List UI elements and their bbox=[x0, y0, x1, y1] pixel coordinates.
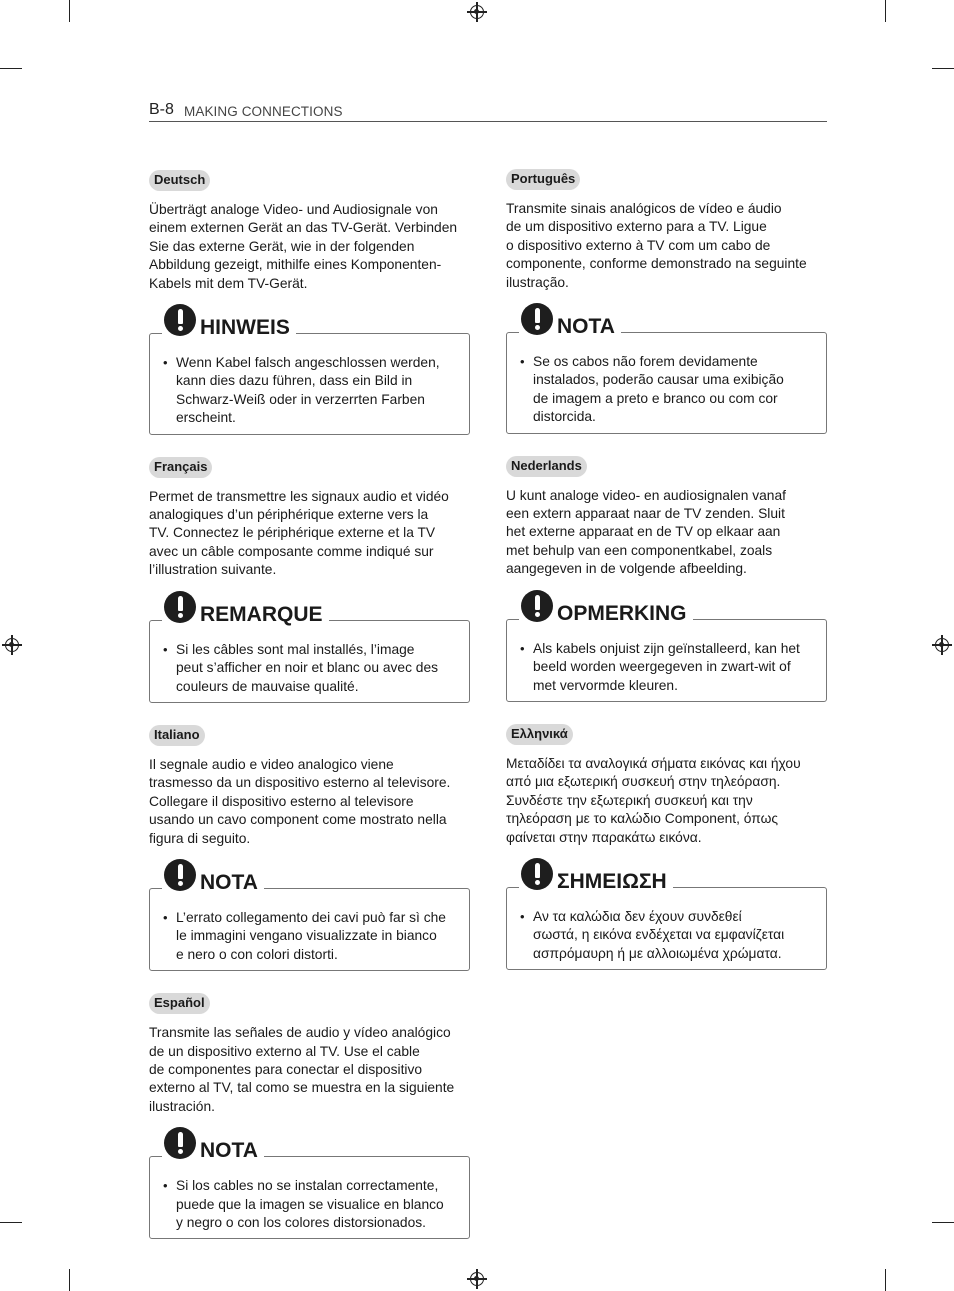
body-paragraph: Il segnale audio e video analogico viene trasmesso da un dispositivo esterno al televisore. Collegare il dispositivo esterno al televisore usando un cavo component come mostrato nella figura di seguito. bbox=[149, 756, 451, 846]
note-title: NOTA bbox=[557, 315, 615, 339]
registration-mark-icon bbox=[470, 5, 484, 19]
crop-mark bbox=[885, 1269, 886, 1291]
section-title: MAKING CONNECTIONS bbox=[184, 104, 343, 119]
note-heading bbox=[519, 303, 621, 339]
note-box bbox=[149, 1139, 470, 1239]
left-column bbox=[149, 170, 470, 1261]
note-box bbox=[149, 602, 470, 703]
note-list bbox=[176, 641, 459, 696]
lang-section-nl bbox=[506, 456, 827, 702]
body-paragraph: U kunt analoge video- en audiosignalen vanaf een extern apparaat naar de TV zenden. Sluit het externe apparaat en de TV op elkaar aan met behulp van een componentkabel, zoals aangegeven in de volgende afbeelding. bbox=[506, 487, 786, 577]
note-box bbox=[149, 870, 470, 971]
note-item: • Si los cables no se instalan correctamente, puede que la imagen se visualice en blanco y negro o con los colores distorsionados. bbox=[176, 1177, 459, 1232]
language-label: Italiano bbox=[149, 725, 205, 746]
note-list bbox=[176, 1177, 459, 1232]
note-item: • Se os cabos não forem devidamente instalados, poderão causar uma exibição de imagem a preto e branco ou com cor distorcida. bbox=[533, 353, 816, 427]
note-list bbox=[176, 909, 459, 964]
language-label: Português bbox=[506, 169, 580, 190]
exclamation-icon bbox=[521, 303, 553, 335]
crop-mark bbox=[932, 68, 954, 69]
note-list bbox=[533, 353, 816, 427]
note-title: OPMERKING bbox=[557, 601, 687, 625]
note-item: • L’errato collegamento dei cavi può far sì che le immagini vengano visualizzate in bianco e nero o con colori distorti. bbox=[176, 909, 459, 964]
lang-section-it bbox=[149, 725, 470, 971]
body-paragraph: Μεταδίδει τα αναλογικά σήματα εικόνας και ήχου από μια εξωτερική συσκευή στην τηλεόραση. Συνδέστε την εξωτερική συσκευή και την τηλεόραση με το καλώδιο Component, όπως φαίνεται στην παρακάτω εικόνα. bbox=[506, 755, 801, 845]
note-heading bbox=[162, 591, 329, 627]
registration-mark-icon bbox=[5, 638, 19, 652]
note-list bbox=[176, 354, 459, 428]
body-paragraph: Überträgt analoge Video- und Audiosignale von einem externen Gerät an das TV-Gerät. Verbinden Sie das externe Gerät, wie in der folgenden Abbildung gezeigt, mithilfe eines Komponenten- Kabels mit dem TV-Gerät. bbox=[149, 202, 458, 291]
exclamation-icon bbox=[164, 304, 196, 336]
note-heading bbox=[519, 590, 693, 626]
note-title: NOTA bbox=[200, 1139, 258, 1163]
lang-section-de bbox=[149, 170, 470, 435]
body-paragraph: Permet de transmettre les signaux audio et vidéo analogiques d’un périphérique externe vers la TV. Connectez le périphérique externe et la TV avec un câble composante comme indiqué sur l’illustration suivante. bbox=[149, 488, 449, 578]
note-box bbox=[506, 315, 827, 434]
exclamation-icon bbox=[521, 858, 553, 890]
crop-mark bbox=[885, 0, 886, 22]
note-box bbox=[506, 601, 827, 702]
note-item: • Wenn Kabel falsch angeschlossen werden, kann dies dazu führen, dass ein Bild in Schwarz-Weiß oder in verzerrten Farben erscheint. bbox=[176, 354, 459, 428]
note-box bbox=[149, 316, 470, 435]
note-title: REMARQUE bbox=[200, 602, 323, 626]
crop-mark bbox=[69, 1269, 70, 1291]
note-heading bbox=[162, 304, 296, 340]
note-box bbox=[506, 869, 827, 970]
note-list bbox=[533, 640, 816, 695]
crop-mark bbox=[932, 1222, 954, 1223]
note-item: • Si les câbles sont mal installés, l’image peut s’afficher en noir et blanc ou avec des couleurs de mauvaise qualité. bbox=[176, 641, 459, 696]
exclamation-icon bbox=[164, 1127, 196, 1159]
note-item: • Als kabels onjuist zijn geïnstalleerd, kan het beeld worden weergegeven in zwart-wit of met vervormde kleuren. bbox=[533, 640, 816, 695]
registration-mark-icon bbox=[935, 638, 949, 652]
right-column bbox=[506, 169, 827, 992]
crop-mark bbox=[69, 0, 70, 22]
language-label: Español bbox=[149, 993, 210, 1014]
note-title: NOTA bbox=[200, 870, 258, 894]
note-heading bbox=[519, 858, 673, 894]
language-label: Nederlands bbox=[506, 456, 587, 477]
note-heading bbox=[162, 859, 264, 895]
note-list bbox=[533, 908, 816, 963]
body-paragraph: Transmite sinais analógicos de vídeo e áudio de um dispositivo externo para a TV. Ligue o dispositivo externo à TV com um cabo de componente, conforme demonstrado na seguinte ilustração. bbox=[506, 201, 807, 290]
note-item: • Αν τα καλώδια δεν έχουν συνδεθεί σωστά, η εικόνα ενδέχεται να εμφανίζεται ασπρόμαυρη ή με αλλοιωμένα χρώματα. bbox=[533, 908, 816, 963]
note-title: HINWEIS bbox=[200, 316, 290, 340]
exclamation-icon bbox=[164, 859, 196, 891]
language-label: Ελληνικά bbox=[506, 724, 573, 745]
exclamation-icon bbox=[521, 590, 553, 622]
lang-section-fr bbox=[149, 457, 470, 703]
page-number: B-8 bbox=[149, 101, 174, 118]
body-paragraph: Transmite las señales de audio y vídeo analógico de un dispositivo externo al TV. Use el cable de componentes para conectar el dispositivo externo al TV, tal como se muestra en la siguiente ilustración. bbox=[149, 1025, 455, 1114]
lang-section-pt bbox=[506, 169, 827, 434]
note-title: ΣΗΜΕΙΩΣΗ bbox=[557, 869, 667, 893]
lang-section-es bbox=[149, 993, 470, 1239]
note-heading bbox=[162, 1127, 264, 1163]
language-label: Français bbox=[149, 457, 212, 478]
crop-mark bbox=[0, 1222, 22, 1223]
exclamation-icon bbox=[164, 591, 196, 623]
language-label: Deutsch bbox=[149, 170, 210, 191]
crop-mark bbox=[0, 68, 22, 69]
registration-mark-icon bbox=[470, 1272, 484, 1286]
page-header bbox=[149, 101, 827, 122]
lang-section-el bbox=[506, 724, 827, 970]
